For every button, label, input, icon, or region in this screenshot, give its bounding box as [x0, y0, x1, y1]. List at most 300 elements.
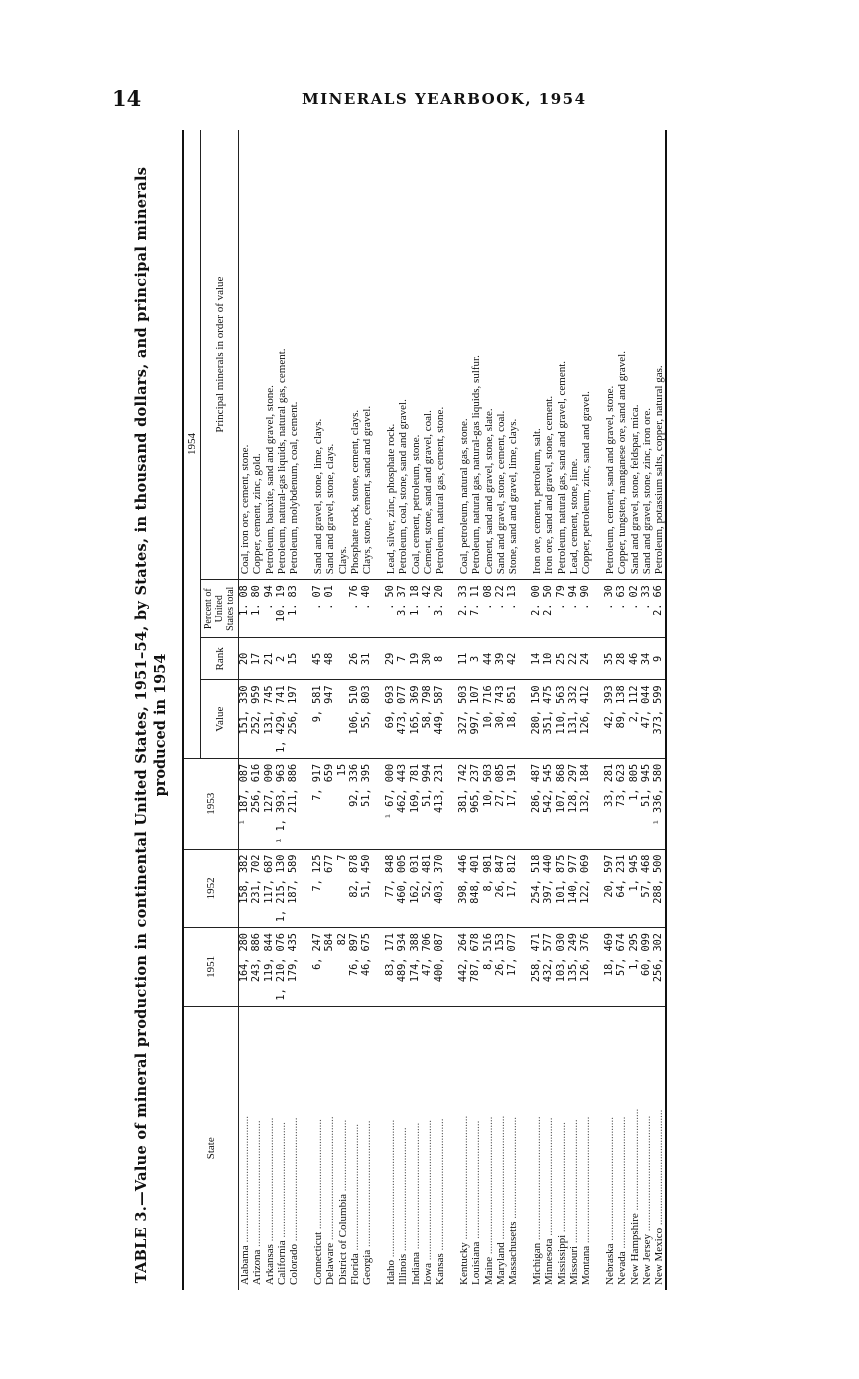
value-1954: 55, 803: [361, 680, 373, 758]
rank-1954: 48: [324, 638, 336, 680]
value-1954: 256, 197: [288, 680, 300, 758]
rank-1954: 25: [556, 638, 568, 680]
state-name: [276, 1006, 288, 1290]
value-1951: 60, 099: [641, 928, 653, 1006]
percent-1954: . 02: [629, 580, 641, 638]
value-1954: 151, 330: [239, 680, 252, 758]
table-row: [543, 130, 555, 1290]
leader-dots: ..........................................: [640, 1115, 653, 1234]
value-1952: 7: [337, 849, 349, 927]
value-1951: 17, 077: [507, 928, 519, 1006]
table-row: [337, 130, 349, 1290]
state-label: Colorado: [288, 1244, 301, 1285]
value-1951: 489, 934: [397, 928, 409, 1006]
rank-1954: 28: [616, 638, 628, 680]
leader-dots: ..............................................: [361, 1120, 374, 1250]
table-row: [616, 130, 628, 1290]
value-1954: 373, 599: [653, 680, 666, 758]
value-1954: 252, 959: [251, 680, 263, 758]
state-name: [531, 1006, 543, 1290]
state-name: [653, 1006, 666, 1290]
leader-dots: ..........................................: [653, 1109, 666, 1228]
percent-1954: . 76: [349, 580, 361, 638]
value-1951: 126, 376: [580, 928, 592, 1006]
percent-1954: 3. 37: [397, 580, 409, 638]
header-state: State: [183, 1006, 239, 1290]
value-1951: 8, 516: [483, 928, 495, 1006]
group-spacer: [300, 130, 312, 1290]
state-label: Massachusetts: [507, 1221, 520, 1285]
percent-1954: . 30: [604, 580, 616, 638]
rank-1954: 46: [629, 638, 641, 680]
value-1952: 254, 518: [531, 849, 543, 927]
value-1952: 8, 981: [483, 849, 495, 927]
header-value: Value: [201, 680, 239, 758]
leader-dots: .............................................: [604, 1116, 617, 1244]
table-row: [385, 130, 397, 1290]
state-label: Arkansas: [263, 1244, 276, 1285]
leader-dots: ...........................................: [470, 1120, 483, 1242]
state-name: [239, 1006, 252, 1290]
header-minerals: Principal minerals in order of value: [201, 130, 239, 580]
leader-dots: .....................................: [507, 1116, 520, 1222]
leader-dots: ..............................................: [251, 1120, 264, 1250]
state-label: California: [275, 1240, 288, 1285]
percent-1954: . 22: [495, 580, 507, 638]
rank-1954: 29: [385, 638, 397, 680]
state-label: Kansas: [434, 1253, 447, 1285]
percent-1954: . 08: [483, 580, 495, 638]
group-spacer: [592, 130, 604, 1290]
value-1951: 103, 030: [556, 928, 568, 1006]
state-name: [422, 1006, 434, 1290]
value-1951: 82: [337, 928, 349, 1006]
table-row: [507, 130, 519, 1290]
state-name: [288, 1006, 300, 1290]
value-1953: 128, 297: [568, 758, 580, 849]
leader-dots: ..........................................: [275, 1122, 288, 1241]
value-1952: 77, 848: [385, 849, 397, 927]
percent-1954: . 01: [324, 580, 336, 638]
value-1952: 460, 005: [397, 849, 409, 927]
value-1952: 57, 468: [641, 849, 653, 927]
principal-minerals: Stone, sand and gravel, lime, clays.: [507, 418, 520, 575]
leader-dots: .............................................: [494, 1115, 507, 1243]
value-1953: 542, 545: [543, 758, 555, 849]
value-1951: 135, 249: [568, 928, 580, 1006]
value-1952: 677: [324, 849, 336, 927]
principal-minerals: Petroleum, coal, stone, sand and gravel.: [397, 399, 410, 575]
value-1952: 397, 440: [543, 849, 555, 927]
value-1953: ¹ 187, 087: [239, 758, 252, 849]
state-name: [507, 1006, 519, 1290]
principal-minerals: Petroleum, cement, sand and gravel, stone.: [604, 385, 617, 575]
principal-minerals: Coal, iron ore, cement, stone.: [239, 444, 252, 575]
table-row: [422, 130, 434, 1290]
principal-minerals: Lead, cement, stone, lime.: [567, 458, 580, 575]
state-name: [641, 1006, 653, 1290]
table-row: [483, 130, 495, 1290]
header-rank: Rank: [201, 638, 239, 680]
leader-dots: .....................................: [628, 1108, 641, 1214]
rank-1954: 30: [422, 638, 434, 680]
table-row: [276, 130, 288, 1290]
leader-dots: .............................................: [567, 1119, 580, 1246]
value-1953: 27, 085: [495, 758, 507, 849]
table-row: [239, 130, 252, 1290]
percent-1954: . 33: [641, 580, 653, 638]
state-label: Georgia: [361, 1249, 374, 1285]
value-1951: 1, 210, 076: [276, 928, 288, 1006]
percent-1954: 2. 66: [653, 580, 666, 638]
group-spacer: [519, 130, 531, 1290]
principal-minerals: Sand and gravel, stone, feldspar, mica.: [628, 404, 641, 575]
state-label: Louisiana: [470, 1241, 483, 1285]
value-1951: 6, 247: [312, 928, 324, 1006]
value-1953: 92, 336: [349, 758, 361, 849]
principal-minerals: Clays, stone, cement, sand and gravel.: [361, 405, 374, 575]
percent-1954: . 94: [264, 580, 276, 638]
table-row: [264, 130, 276, 1290]
value-1954: 280, 150: [531, 680, 543, 758]
state-label: Nebraska: [604, 1243, 617, 1285]
value-1953: 211, 886: [288, 758, 300, 849]
value-1954: 47, 044: [641, 680, 653, 758]
value-1953: 1, 805: [629, 758, 641, 849]
value-1952: 20, 597: [604, 849, 616, 927]
rank-1954: 22: [568, 638, 580, 680]
principal-minerals: Petroleum, bauxite, sand and gravel, stone.: [263, 385, 276, 575]
state-label: Arizona: [251, 1249, 264, 1285]
state-name: [264, 1006, 276, 1290]
rank-1954: 11: [458, 638, 470, 680]
percent-1954: 10. 19: [276, 580, 288, 638]
value-1952: 52, 481: [422, 849, 434, 927]
rank-1954: 15: [288, 638, 300, 680]
leader-dots: .............................................: [263, 1117, 276, 1245]
table-row: [531, 130, 543, 1290]
principal-minerals: Copper, tungsten, manganese ore, sand and gravel.: [616, 351, 629, 575]
mineral-production-table: [182, 130, 667, 1290]
value-1953: 965, 237: [470, 758, 482, 849]
percent-1954: . 50: [385, 580, 397, 638]
header-1952: 1952: [183, 849, 239, 927]
running-head: MINERALS YEARBOOK, 1954: [302, 90, 587, 108]
value-1953: 256, 616: [251, 758, 263, 849]
principal-minerals: Iron ore, sand and gravel, stone, cement.: [543, 395, 556, 575]
header-percent: Percent of United States total: [201, 580, 239, 638]
table-row: [556, 130, 568, 1290]
principal-minerals: Petroleum, potassium salts, copper, natural gas.: [653, 130, 666, 580]
table-row: [653, 130, 666, 1290]
rank-1954: 45: [312, 638, 324, 680]
state-name: [434, 1006, 446, 1290]
percent-1954: 2. 33: [458, 580, 470, 638]
state-label: Connecticut: [312, 1231, 325, 1285]
rank-1954: 19: [410, 638, 422, 680]
percent-1954: . 40: [361, 580, 373, 638]
table-row: [641, 130, 653, 1290]
value-1954: 42, 393: [604, 680, 616, 758]
state-name: [251, 1006, 263, 1290]
state-name: [361, 1006, 373, 1290]
table-row: [397, 130, 409, 1290]
value-1952: 7, 125: [312, 849, 324, 927]
table-row: [251, 130, 263, 1290]
percent-1954: . 90: [580, 580, 592, 638]
percent-1954: . 13: [507, 580, 519, 638]
value-1952: 17, 812: [507, 849, 519, 927]
table-row: [629, 130, 641, 1290]
rotated-table-block: [120, 130, 770, 1290]
value-1951: 400, 087: [434, 928, 446, 1006]
value-1953: 33, 281: [604, 758, 616, 849]
state-label: Indiana: [409, 1252, 422, 1285]
state-name: [385, 1006, 397, 1290]
table-row: [324, 130, 336, 1290]
state-name: [458, 1006, 470, 1290]
value-1952: 51, 450: [361, 849, 373, 927]
value-1954: 9, 581: [312, 680, 324, 758]
state-label: Nevada: [616, 1251, 629, 1285]
value-1951: 584: [324, 928, 336, 1006]
value-1952: 82, 878: [349, 849, 361, 927]
percent-1954: 1. 18: [410, 580, 422, 638]
principal-minerals: Petroleum, natural gas, natural-gas liquids, sulfur.: [470, 355, 483, 575]
state-label: Missouri: [567, 1245, 580, 1285]
state-label: Montana: [580, 1245, 593, 1285]
value-1953: 286, 487: [531, 758, 543, 849]
rank-1954: 39: [495, 638, 507, 680]
state-label: Delaware: [324, 1242, 337, 1285]
state-label: Idaho: [385, 1259, 398, 1285]
value-1954: 126, 412: [580, 680, 592, 758]
value-1953: 51, 994: [422, 758, 434, 849]
value-1952: 288, 500: [653, 849, 666, 927]
value-1951: 47, 706: [422, 928, 434, 1006]
value-1953: 659: [324, 758, 336, 849]
value-1952: 101, 875: [556, 849, 568, 927]
leader-dots: ................................................: [434, 1118, 447, 1254]
state-name: [483, 1006, 495, 1290]
value-1954: 449, 587: [434, 680, 446, 758]
value-1954: [337, 680, 349, 758]
value-1953: 132, 184: [580, 758, 592, 849]
state-name: [410, 1006, 422, 1290]
leader-dots: .............................................: [288, 1117, 301, 1245]
value-1952: 231, 702: [251, 849, 263, 927]
state-name: [604, 1006, 616, 1290]
rank-1954: 10: [543, 638, 555, 680]
value-1954: 327, 503: [458, 680, 470, 758]
state-label: New Jersey: [640, 1233, 653, 1285]
caption-line-1: TABLE 3.—Value of mineral production in continental United States, 1951–54, by States, in thousand dollars, and principal minerals: [133, 166, 150, 1284]
percent-1954: 2. 00: [531, 580, 543, 638]
rank-1954: 35: [604, 638, 616, 680]
value-1952: 403, 370: [434, 849, 446, 927]
value-1954: 10, 716: [483, 680, 495, 758]
state-name: [568, 1006, 580, 1290]
value-1954: 2, 112: [629, 680, 641, 758]
table-row: [288, 130, 300, 1290]
value-1952: 122, 069: [580, 849, 592, 927]
percent-1954: 3. 20: [434, 580, 446, 638]
value-1954: 131, 745: [264, 680, 276, 758]
rank-1954: 7: [397, 638, 409, 680]
state-label: Michigan: [531, 1242, 544, 1285]
principal-minerals: Petroleum, molybdenum, coal, cement.: [288, 401, 301, 575]
table-caption: [120, 160, 170, 1290]
state-name: [324, 1006, 336, 1290]
value-1952: 1, 945: [629, 849, 641, 927]
rank-1954: 3: [470, 638, 482, 680]
state-label: New Hampshire: [628, 1213, 641, 1285]
percent-1954: . 79: [556, 580, 568, 638]
state-name: [580, 1006, 592, 1290]
table-row: [434, 130, 446, 1290]
value-1953: 413, 231: [434, 758, 446, 849]
table-row: [470, 130, 482, 1290]
value-1952: 158, 382: [239, 849, 252, 927]
value-1953: 17, 191: [507, 758, 519, 849]
state-label: Florida: [348, 1253, 361, 1285]
value-1952: 26, 847: [495, 849, 507, 927]
principal-minerals: Cement, stone, sand and gravel, coal.: [421, 410, 434, 575]
value-1953: 7, 917: [312, 758, 324, 849]
state-label: Maine: [482, 1256, 495, 1285]
value-1954: 473, 077: [397, 680, 409, 758]
value-1951: 83, 171: [385, 928, 397, 1006]
leader-dots: ........................................: [312, 1119, 325, 1232]
state-name: [470, 1006, 482, 1290]
rank-1954: 42: [507, 638, 519, 680]
principal-minerals: Petroleum, natural gas, sand and gravel, cement.: [555, 360, 568, 575]
principal-minerals: Coal, petroleum, natural gas, stone.: [458, 418, 471, 575]
principal-minerals: Sand and gravel, stone, clays.: [324, 443, 337, 575]
value-1953: ¹ 336, 580: [653, 758, 666, 849]
value-1951: 256, 302: [653, 928, 666, 1006]
value-1951: 26, 153: [495, 928, 507, 1006]
state-label: Illinois: [397, 1253, 410, 1285]
state-name: [629, 1006, 641, 1290]
leader-dots: ..............................................: [348, 1123, 361, 1254]
value-1954: 106, 510: [349, 680, 361, 758]
state-name: [616, 1006, 628, 1290]
percent-1954: 2. 50: [543, 580, 555, 638]
table-row: [349, 130, 361, 1290]
leader-dots: ..............................................: [409, 1122, 422, 1253]
table-row: [312, 130, 324, 1290]
value-1954: 947: [324, 680, 336, 758]
header-1953: 1953: [183, 758, 239, 849]
state-label: Maryland: [494, 1242, 507, 1285]
value-1953: 381, 742: [458, 758, 470, 849]
state-name: [495, 1006, 507, 1290]
leader-dots: .............................................: [324, 1116, 337, 1243]
state-label: New Mexico: [653, 1227, 666, 1285]
value-1951: 46, 675: [361, 928, 373, 1006]
value-1953: 169, 781: [410, 758, 422, 849]
table-row: [361, 130, 373, 1290]
rank-1954: 26: [349, 638, 361, 680]
value-1953: 51, 945: [641, 758, 653, 849]
principal-minerals: Coal, cement, petroleum, stone.: [409, 434, 422, 575]
table-row: [410, 130, 422, 1290]
rank-1954: 21: [264, 638, 276, 680]
leader-dots: ..............................................: [239, 1116, 252, 1246]
table-body: [239, 130, 667, 1290]
principal-minerals: Lead, silver, zinc, phosphate rock.: [385, 423, 398, 575]
rank-1954: 9: [653, 638, 666, 680]
table-row: [495, 130, 507, 1290]
rank-1954: 34: [641, 638, 653, 680]
leader-dots: .............................................: [531, 1116, 544, 1243]
value-1954: 351, 475: [543, 680, 555, 758]
value-1951: 432, 577: [543, 928, 555, 1006]
value-1953: 51, 395: [361, 758, 373, 849]
state-label: Alabama: [239, 1245, 252, 1285]
leader-dots: ..............................................: [580, 1116, 593, 1246]
value-1951: 57, 674: [616, 928, 628, 1006]
rank-1954: [337, 638, 349, 680]
value-1952: 398, 446: [458, 849, 470, 927]
value-1954: 69, 693: [385, 680, 397, 758]
table-row: [568, 130, 580, 1290]
header-1951: 1951: [183, 928, 239, 1006]
principal-minerals: Copper, cement, zinc, gold.: [251, 453, 264, 575]
table-row: [604, 130, 616, 1290]
value-1951: 787, 678: [470, 928, 482, 1006]
leader-dots: .............................................: [397, 1127, 410, 1254]
value-1953: 127, 090: [264, 758, 276, 849]
value-1951: 174, 388: [410, 928, 422, 1006]
value-1954: 89, 138: [616, 680, 628, 758]
leader-dots: ..........................: [336, 1119, 349, 1194]
value-1952: 64, 231: [616, 849, 628, 927]
rank-1954: 14: [531, 638, 543, 680]
value-1954: 110, 563: [556, 680, 568, 758]
rank-1954: 2: [276, 638, 288, 680]
value-1954: 18, 851: [507, 680, 519, 758]
state-name: [312, 1006, 324, 1290]
value-1952: 848, 401: [470, 849, 482, 927]
percent-1954: 1. 80: [251, 580, 263, 638]
leader-dots: ...................................................: [421, 1120, 434, 1263]
leader-dots: .............................................: [458, 1115, 471, 1243]
header-1954: 1954: [183, 130, 201, 758]
state-name: [397, 1006, 409, 1290]
percent-1954: 1. 83: [288, 580, 300, 638]
group-spacer: [446, 130, 458, 1290]
leader-dots: ...........................................: [543, 1117, 556, 1239]
rank-1954: 44: [483, 638, 495, 680]
percent-1954: [337, 580, 349, 638]
value-1954: 30, 743: [495, 680, 507, 758]
principal-minerals: Petroleum, natural gas, cement, stone.: [434, 406, 447, 575]
percent-1954: . 63: [616, 580, 628, 638]
value-1952: 162, 031: [410, 849, 422, 927]
leader-dots: ........................................: [555, 1122, 568, 1235]
value-1951: 243, 886: [251, 928, 263, 1006]
state-name: [556, 1006, 568, 1290]
value-1953: 107, 868: [556, 758, 568, 849]
value-1951: 258, 471: [531, 928, 543, 1006]
value-1953: 462, 443: [397, 758, 409, 849]
principal-minerals: Clays.: [336, 546, 349, 575]
state-label: Iowa: [421, 1263, 434, 1285]
principal-minerals: Phosphate rock, stone, cement, clays.: [348, 409, 361, 575]
value-1954: 58, 798: [422, 680, 434, 758]
